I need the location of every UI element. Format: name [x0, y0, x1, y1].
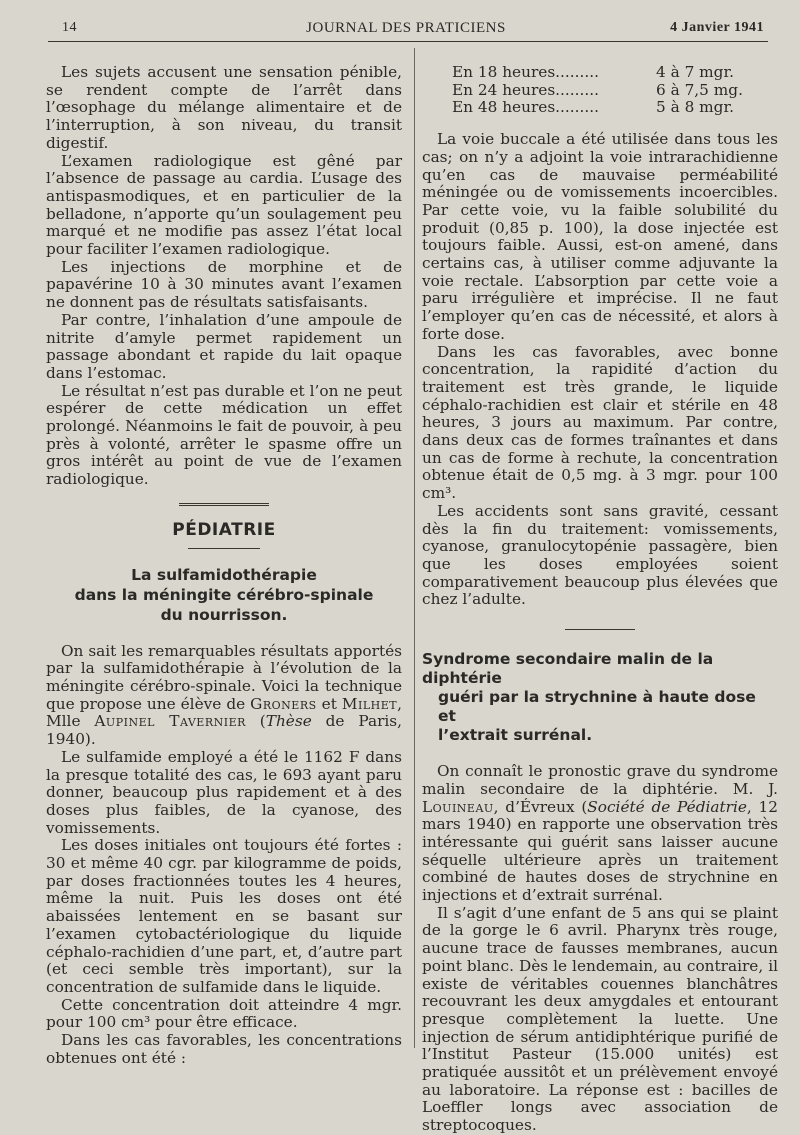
body-paragraph: Les injections de morphine et de papavérine 10 à 30 minutes avant l’examen ne donnent pas de résultats satisfaisants.: [46, 257, 402, 312]
author-name: Groners: [250, 694, 317, 713]
journal-title: JOURNAL DES PRATICIENS: [306, 20, 506, 36]
article-title-line: Syndrome secondaire malin de la diphtérie: [422, 650, 714, 688]
right-column: [422, 64, 778, 1135]
article-intro-paragraph: On sait les remarquables résultats apportés par la sulfamidothérapie à l’évolution de la méningite cérébro-spinale. Voici la technique que propose une élève de Groners et Milhet, Mlle Aupinel Tavernier (Thèse de Paris, 1940).: [46, 641, 402, 749]
body-paragraph: La voie buccale a été utilisée dans tous les cas; on n’y a adjoint la voie intrarachidienne qu’en cas de mauvaise perméabilité méningée ou de vomissements incoercibles. Par cette voie, vu la faible solubilité du produit (0,85 p. 100), la dose injectée est toujours faible. Aussi, est-on amené, dans certains cas, à utiliser comme adjuvante la voie rectale. L’absorption par cette voie a paru irrégulière et imprécise. Il ne faut l’employer qu’en cas de nécessité, et alors à forte dose.: [422, 130, 778, 343]
section-title: PÉDIATRIE: [172, 519, 276, 540]
citation-source: Thèse: [265, 712, 312, 731]
article-title-line: guéri par la strychnine à haute dose et: [438, 688, 756, 726]
body-paragraph: Il s’agit d’une enfant de 5 ans qui se plaint de la gorge le 6 avril. Pharynx très rouge, aucune trace de fausses membranes, aucun point blanc. Dès le lendemain, au contraire, il existe de véritables couennes blanchâtres recouvrant les deux amygdales et entourant presque complètement la luette. Une injection de sérum antidiphtérique purifié de l’Institut Pasteur (15.000 unités) est pratiquée aussitôt et un prélèvement envoyé au laboratoire. La réponse est : bacilles de Loeffler longs avec association de streptocoques.: [422, 903, 778, 1135]
body-paragraph: Les doses initiales ont toujours été fortes : 30 et même 40 cgr. par kilogramme de poids, par doses fractionnées toutes les 4 heures, même la nuit. Puis les doses ont été abaissées lentement en se basant sur l’examen cytobactériologique du liquide céphalo-rachidien d’une part, et, d’autre part (et ceci semble très important), sur la concentration de sulfamide dans le liquide.: [46, 836, 402, 996]
body-paragraph: Dans les cas favorables, les concentrations obtenues ont été :: [46, 1031, 402, 1067]
article-title: [46, 565, 402, 625]
citation-source: Société de Pédiatrie: [587, 797, 747, 816]
left-column: [46, 64, 402, 1067]
section-rule: [179, 503, 269, 506]
body-paragraph: Dans les cas favorables, avec bonne concentration, la rapidité d’action du traitement est très grande, le liquide céphalo-rachidien est clair et stérile en 48 heures, 3 jours au maximum. Par contre, dans deux cas de formes traînantes et dans un cas de forme à rechute, la concentration obtenue était de 0,5 mg. à 3 mgr. pour 100 cm³.: [422, 342, 778, 503]
body-paragraph: Cette concentration doit atteindre 4 mgr. pour 100 cm³ pour être efficace.: [46, 995, 402, 1032]
page-number: 14: [62, 20, 77, 35]
body-paragraph: Les accidents sont sans gravité, cessant dès la fin du traitement: vomissements, cyanose, granulocytopénie passagère, bien que les doses employées soient comparativement beaucoup plus élevées que chez l’adulte.: [422, 501, 778, 609]
author-name: Louineau: [422, 797, 494, 816]
concentration-row: En 48 heures......... 5 à 8 mgr.: [452, 98, 734, 117]
author-name: Milhet: [341, 694, 398, 713]
article-separator: [565, 629, 635, 630]
page-header: [48, 20, 764, 40]
article-title-line: La sulfamidothérapie: [131, 565, 317, 584]
article-title-line: l’extrait surrénal.: [438, 726, 593, 745]
author-name: Aupinel Tavernier: [94, 712, 246, 731]
title-rule: [188, 548, 260, 549]
issue-date: 4 Janvier 1941: [670, 20, 764, 35]
article-intro-paragraph: On connaît le pronostic grave du syndrome malin secondaire de la diphtérie. M. J. Louineau, d’Évreux (Société de Pédiatrie, 12 mars 1940) en rapporte une observation très intéressante qui guérit sans laisser aucune séquelle ultérieure après un traitement combiné de hautes doses de strychnine en injections et d’extrait surrénal.: [422, 762, 778, 905]
concentration-row: En 18 heures......... 4 à 7 mgr.: [452, 63, 734, 81]
header-rule: [48, 41, 768, 42]
body-paragraph: Le sulfamide employé a été le 1162 F dans la presque totalité des cas, le 693 ayant paru donner, beaucoup plus rapidement et à des doses plus faibles, de la cyanose, des vomissements.: [46, 747, 402, 837]
column-divider: [414, 48, 415, 1048]
concentration-row: En 24 heures......... 6 à 7,5 mg.: [452, 80, 743, 99]
body-paragraph: Par contre, l’inhalation d’une ampoule de nitrite d’amyle permet rapidement un passage abondant et rapide du lait opaque dans l’estomac.: [46, 310, 402, 382]
article-title-line: dans la méningite cérébro-spinale: [74, 585, 374, 604]
body-paragraph: Le résultat n’est pas durable et l’on ne peut espérer de cette médication un effet prolongé. Néanmoins le fait de pouvoir, à peu près à volonté, arrêter le spasme offre un gros intérêt au point de vue de l’examen radiologique.: [46, 381, 402, 489]
article-title-line: du nourrisson.: [160, 605, 288, 624]
article-title: [422, 650, 778, 745]
body-paragraph: Les sujets accusent une sensation pénible, se rendent compte de l’arrêt dans l’œsophage du mélange alimentaire et de l’interruption, à son niveau, du transit digestif.: [46, 63, 402, 152]
body-paragraph: L’examen radiologique est gêné par l’absence de passage au cardia. L’usage des antispasmodiques, et en particulier de la belladone, n’apporte qu’un soulagement peu marqué et ne modifie pas assez l’état local pour faciliter l’examen radiologique.: [46, 151, 402, 259]
concentration-table: [452, 64, 778, 117]
